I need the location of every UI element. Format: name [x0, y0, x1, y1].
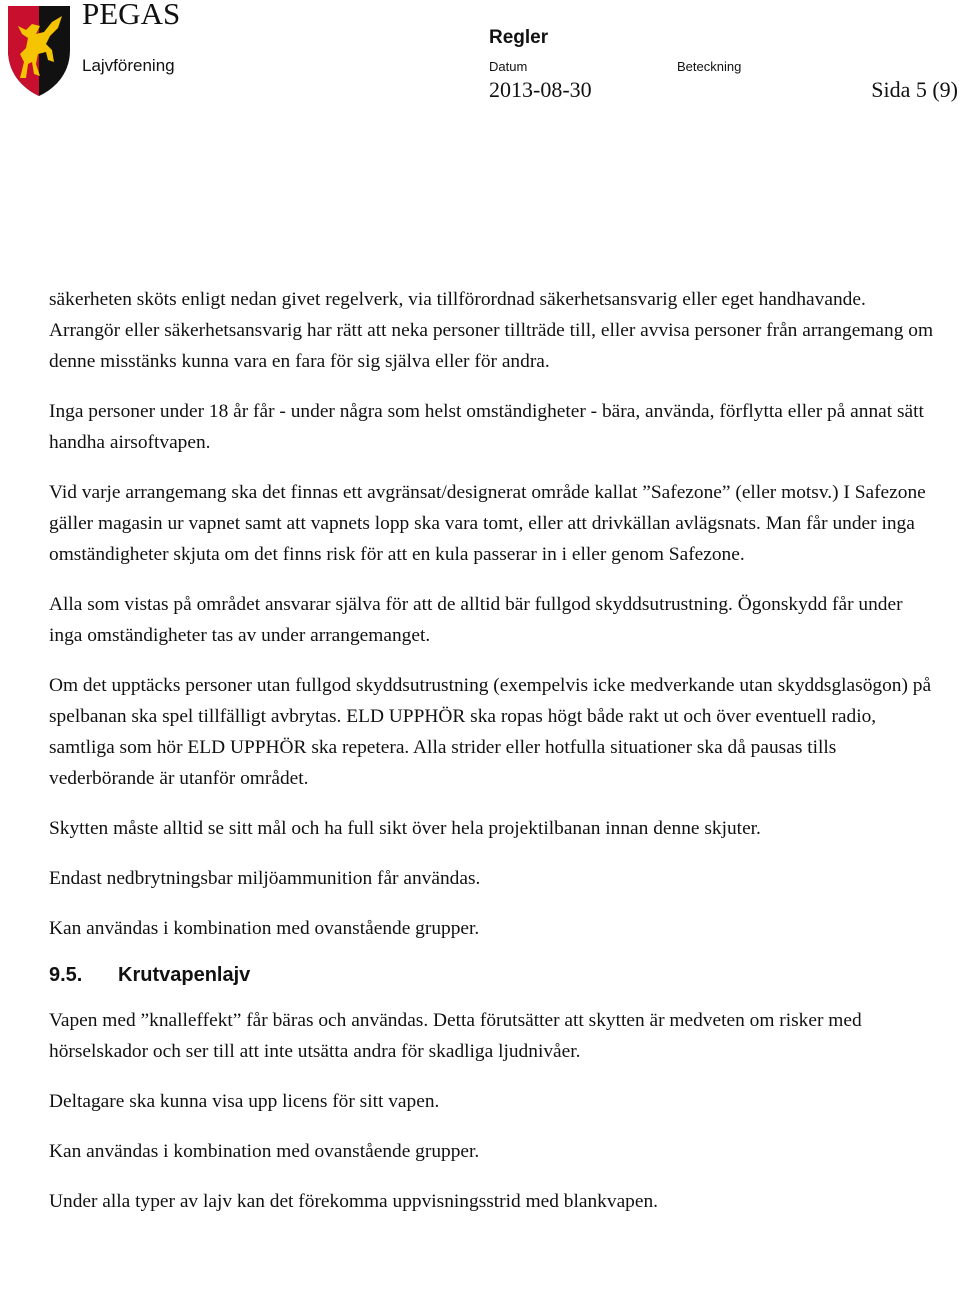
paragraph: Under alla typer av lajv kan det förekomma uppvisningsstrid med blankvapen. [49, 1191, 659, 1212]
reference-label: Beteckning [677, 59, 742, 74]
paragraph: Vapen med ”knalleffekt” får bäras och användas. Detta förutsätter att skytten är medveten om risker med hörselskador och ser till att inte utsätta andra för skadliga ljudnivåer. [49, 1010, 862, 1062]
paragraph: säkerheten sköts enligt nedan givet regelverk, via tillförordnad säkerhetsansvarig eller eget handhavande. Arrangör eller säkerhetsansvarig har rätt att neka personer tillträde till, eller avvisa personer från arrangemang om denne misstänks kunna vara en fara för sig själva eller för andra. [49, 289, 934, 372]
date-label: Datum [489, 59, 528, 74]
paragraph: Alla som vistas på området ansvarar själva för att de alltid bär fullgod skyddsutrustning. Ögonskydd får under inga omständigheter tas av under arrangemanget. [49, 594, 903, 646]
paragraph: Kan användas i kombination med ovanstående grupper. [49, 918, 480, 939]
date-value: 2013-08-30 [489, 77, 592, 102]
section-number: 9.5. [49, 964, 83, 986]
org-name: PEGAS [82, 0, 181, 31]
pegasus-shield-logo-icon [6, 4, 72, 98]
section-title: Krutvapenlajv [118, 964, 251, 986]
document-title: Regler [489, 27, 549, 48]
document-body [49, 284, 939, 1217]
org-subtitle: Lajvförening [82, 56, 175, 75]
paragraph: Kan användas i kombination med ovanstående grupper. [49, 1141, 480, 1162]
paragraph: Endast nedbrytningsbar miljöammunition får användas. [49, 868, 481, 889]
section-heading [49, 961, 939, 989]
paragraph: Skytten måste alltid se sitt mål och ha full sikt över hela projektilbanan innan denne skjuter. [49, 818, 761, 839]
paragraph: Om det upptäcks personer utan fullgod skyddsutrustning (exempelvis icke medverkande utan skyddsglasögon) på spelbanan ska spel tillfälligt avbrytas. ELD UPPHÖR ska ropas högt både rakt ut och över eventuell radio, samtliga som hör ELD UPPHÖR ska repetera. Alla strider eller hotfulla situationer ska då pausas tills vederbörande är utanför området. [49, 675, 932, 789]
paragraph: Inga personer under 18 år får - under några som helst omständigheter - bära, använda, förflytta eller på annat sätt handha airsoftvapen. [49, 401, 924, 453]
paragraph: Deltagare ska kunna visa upp licens för sitt vapen. [49, 1091, 440, 1112]
page-number: Sida 5 (9) [871, 77, 958, 102]
paragraph: Vid varje arrangemang ska det finnas ett avgränsat/designerat område kallat ”Safezone” (eller motsv.) I Safezone gäller magasin ur vapnet samt att vapnets lopp ska vara tomt, eller att drivkällan avlägsnats. Man får under inga omständigheter skjuta om det finns risk för att en kula passerar in i eller genom Safezone. [49, 482, 926, 565]
